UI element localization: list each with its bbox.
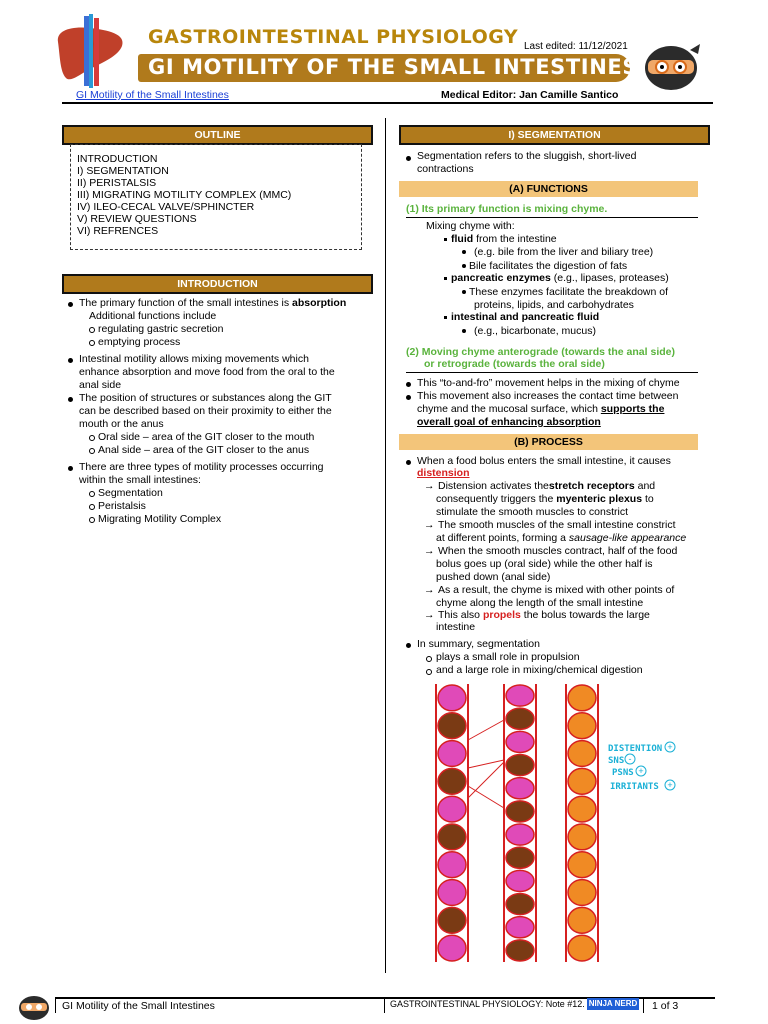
intestine-tube-2	[504, 684, 536, 962]
seg-text: When the smooth muscles contract, half of the food	[438, 545, 678, 557]
seg-text: When a food bolus enters the small intestine, it causes	[417, 455, 671, 467]
seg-text: chyme and the mucosal surface, which supports the	[417, 403, 665, 415]
function-2: (2) Moving chyme anterograde (towards the anal side)	[406, 346, 675, 358]
bullet-dot	[68, 466, 73, 471]
sub-bullet	[426, 669, 432, 675]
bullet-dot	[406, 156, 411, 161]
chyme-segment	[506, 917, 534, 938]
legend-sign: +	[667, 742, 673, 752]
seg-text: Mixing chyme with:	[426, 220, 515, 232]
arrow-icon: →	[424, 609, 435, 621]
subject-title: GASTROINTESTINAL PHYSIOLOGY	[148, 26, 519, 48]
chyme-segment	[506, 894, 534, 915]
intestine-tube-3	[566, 684, 598, 962]
chyme-segment	[568, 880, 596, 906]
bullet-dot	[462, 250, 466, 254]
outline-item[interactable]: IV) ILEO-CECAL VALVE/SPHINCTER	[77, 201, 255, 213]
bullet-dot	[68, 302, 73, 307]
bullet-dot	[462, 264, 466, 268]
arrow-line	[468, 720, 504, 740]
bullet-dot	[68, 397, 73, 402]
function-1-rule	[406, 217, 698, 218]
arrow-icon: →	[424, 480, 435, 492]
outline-item[interactable]: V) REVIEW QUESTIONS	[77, 213, 197, 225]
chyme-segment	[506, 870, 534, 891]
seg-text: This movement also increases the contact time between	[417, 390, 679, 402]
legend-label-sns: SNS	[608, 756, 625, 766]
intro-text: Peristalsis	[98, 500, 146, 512]
intro-text: Migrating Motility Complex	[98, 513, 222, 525]
sub-bullet	[89, 491, 95, 497]
chyme-segment	[506, 685, 534, 706]
chyme-segment	[568, 824, 596, 850]
seg-text: Bile facilitates the digestion of fats	[469, 260, 628, 272]
chyme-segment	[506, 731, 534, 752]
intro-text: Additional functions include	[89, 310, 217, 322]
arrow-line	[468, 786, 504, 808]
footer-topic: GI Motility of the Small Intestines	[62, 1000, 215, 1012]
page-title: GI MOTILITY OF THE SMALL INTESTINES	[148, 55, 639, 79]
last-edited: Last edited: 11/12/2021	[524, 41, 628, 52]
sub-bullet	[89, 504, 95, 510]
seg-text: proteins, lipids, and carbohydrates	[474, 299, 634, 311]
chyme-segment	[568, 713, 596, 739]
column-divider	[385, 118, 386, 973]
chyme-segment	[568, 907, 596, 933]
chyme-segment	[438, 741, 466, 767]
chyme-segment	[506, 801, 534, 822]
chyme-segment	[438, 907, 466, 933]
chyme-segment	[438, 796, 466, 822]
outline-item[interactable]: III) MIGRATING MOTILITY COMPLEX (MMC)	[77, 189, 292, 201]
seg-text: at different points, forming a sausage-like appearance	[436, 532, 687, 544]
intro-text: regulating gastric secretion	[98, 323, 224, 335]
chyme-segment	[568, 935, 596, 961]
chyme-segment	[506, 708, 534, 729]
brand-logo: NINJA NERD	[588, 999, 638, 1008]
seg-text: contractions	[417, 163, 474, 175]
seg-text: plays a small role in propulsion	[436, 651, 580, 663]
intro-text: Intestinal motility allows mixing movements which	[79, 353, 309, 365]
sub-bullet	[89, 517, 95, 523]
square-bullet	[444, 277, 447, 280]
chyme-segment	[506, 940, 534, 961]
square-bullet	[444, 238, 447, 241]
diagram-legend	[608, 742, 675, 792]
chyme-segment	[568, 685, 596, 711]
bullet-dot	[68, 358, 73, 363]
intro-text: There are three types of motility processes occurring	[79, 461, 324, 473]
seg-text: Distension activates thestretch receptors and	[438, 480, 656, 492]
chyme-segment	[568, 768, 596, 794]
intro-text: enhance absorption and move food from the oral to the	[79, 366, 335, 378]
bullet-dot	[406, 460, 411, 465]
outline-item[interactable]: II) PERISTALSIS	[77, 177, 157, 189]
chyme-segment	[506, 847, 534, 868]
intro-text: The primary function of the small intestines is absorption	[79, 297, 347, 309]
chyme-segment	[568, 796, 596, 822]
segmentation-diagram	[420, 680, 695, 972]
bullet-dot	[462, 290, 466, 294]
seg-text: The smooth muscles of the small intestine constrict	[438, 519, 676, 531]
intro-text: Anal side – area of the GIT closer to the anus	[98, 444, 310, 456]
intro-text: can be described based on their proximity to either the	[79, 405, 332, 417]
ninja-mascot-icon	[640, 40, 702, 92]
liver-logo-icon	[50, 12, 132, 94]
chyme-segment	[506, 778, 534, 799]
seg-text: overall goal of enhancing absorption	[417, 416, 601, 428]
seg-text: Segmentation refers to the sluggish, short-lived	[417, 150, 637, 162]
seg-text: intestine	[436, 621, 476, 633]
chyme-segment	[506, 824, 534, 845]
seg-text: stimulate the smooth muscles to constrict	[436, 506, 628, 518]
header-divider	[62, 102, 713, 104]
chyme-segment	[568, 741, 596, 767]
arrow-icon: →	[424, 584, 435, 596]
function-2: or retrograde (towards the oral side)	[424, 358, 605, 370]
chyme-segment	[438, 685, 466, 711]
topic-link[interactable]: GI Motility of the Small Intestines	[76, 89, 229, 101]
sub-bullet	[89, 340, 95, 346]
intro-text: mouth or the anus	[79, 418, 164, 430]
bullet-dot	[406, 382, 411, 387]
seg-text: pancreatic enzymes (e.g., lipases, proteases)	[451, 272, 669, 284]
seg-text: intestinal and pancreatic fluid	[451, 311, 600, 323]
chyme-segment	[568, 852, 596, 878]
function-2-rule	[406, 372, 698, 373]
intestine-tube-1	[436, 684, 468, 962]
intro-text: Segmentation	[98, 487, 163, 499]
functions-heading: (A) FUNCTIONS	[399, 181, 698, 197]
seg-text: fluid from the intestine	[451, 233, 557, 245]
chyme-segment	[438, 768, 466, 794]
intro-text: within the small intestines:	[79, 474, 201, 486]
seg-text: consequently triggers the myenteric plexus to	[436, 493, 654, 505]
arrow-icon: →	[424, 519, 435, 531]
chyme-segment	[438, 880, 466, 906]
intro-text: emptying process	[98, 336, 181, 348]
outline-item[interactable]: VI) REFRENCES	[77, 225, 159, 237]
diagram-arrows	[468, 720, 504, 808]
seg-text: This “to-and-fro” movement helps in the mixing of chyme	[417, 377, 680, 389]
legend-label-irritants: IRRITANTS	[610, 782, 659, 792]
footer-note: GASTROINTESTINAL PHYSIOLOGY: Note #12.	[390, 999, 585, 1009]
seg-text: In summary, segmentation	[417, 638, 540, 650]
footer-ninja-icon	[14, 990, 54, 1022]
segmentation-heading: I) SEGMENTATION	[399, 125, 710, 145]
bullet-dot	[462, 329, 466, 333]
chyme-segment	[438, 824, 466, 850]
footer-sep	[55, 999, 56, 1013]
page-number: 1 of 3	[652, 1000, 679, 1012]
seg-text: distension	[417, 467, 470, 479]
chyme-segment	[438, 713, 466, 739]
footer-sep	[643, 999, 644, 1013]
bullet-dot	[406, 643, 411, 648]
seg-text: bolus goes up (oral side) while the other half is	[436, 558, 653, 570]
seg-text: As a result, the chyme is mixed with other points of	[438, 584, 675, 596]
sub-bullet	[89, 448, 95, 454]
seg-text: This also propels the bolus towards the large	[438, 609, 650, 621]
outline-item[interactable]: INTRODUCTION	[77, 153, 158, 165]
sub-bullet	[89, 327, 95, 333]
legend-sign: -	[628, 754, 632, 764]
bullet-dot	[406, 395, 411, 400]
arrow-line	[468, 762, 504, 798]
footer-sep	[384, 999, 385, 1013]
outline-item[interactable]: I) SEGMENTATION	[77, 165, 169, 177]
outline-heading: OUTLINE	[62, 125, 373, 145]
process-heading: (B) PROCESS	[399, 434, 698, 450]
legend-sign: +	[638, 766, 644, 776]
introduction-heading: INTRODUCTION	[62, 274, 373, 294]
outline-box	[70, 144, 362, 250]
seg-text: pushed down (anal side)	[436, 571, 551, 583]
sub-bullet	[426, 656, 432, 662]
arrow-icon: →	[424, 545, 435, 557]
legend-label-psns: PSNS	[612, 768, 634, 778]
intro-text: anal side	[79, 379, 122, 391]
seg-text: and a large role in mixing/chemical digestion	[436, 664, 643, 676]
intro-text: Oral side – area of the GIT closer to the mouth	[98, 431, 315, 443]
seg-text: (e.g., bicarbonate, mucus)	[474, 325, 596, 337]
legend-label-distention: DISTENTION	[608, 744, 663, 754]
square-bullet	[444, 316, 447, 319]
chyme-segment	[506, 755, 534, 776]
chyme-segment	[438, 935, 466, 961]
legend-sign: +	[667, 780, 673, 790]
seg-text: (e.g. bile from the liver and biliary tree)	[474, 246, 654, 258]
medical-editor: Medical Editor: Jan Camille Santico	[441, 89, 619, 101]
seg-text: chyme along the length of the small intestine	[436, 597, 644, 609]
function-1: (1) Its primary function is mixing chyme.	[406, 203, 608, 215]
intro-text: The position of structures or substances along the GIT	[79, 392, 332, 404]
sub-bullet	[89, 435, 95, 441]
seg-text: These enzymes facilitate the breakdown of	[469, 286, 669, 298]
chyme-segment	[438, 852, 466, 878]
